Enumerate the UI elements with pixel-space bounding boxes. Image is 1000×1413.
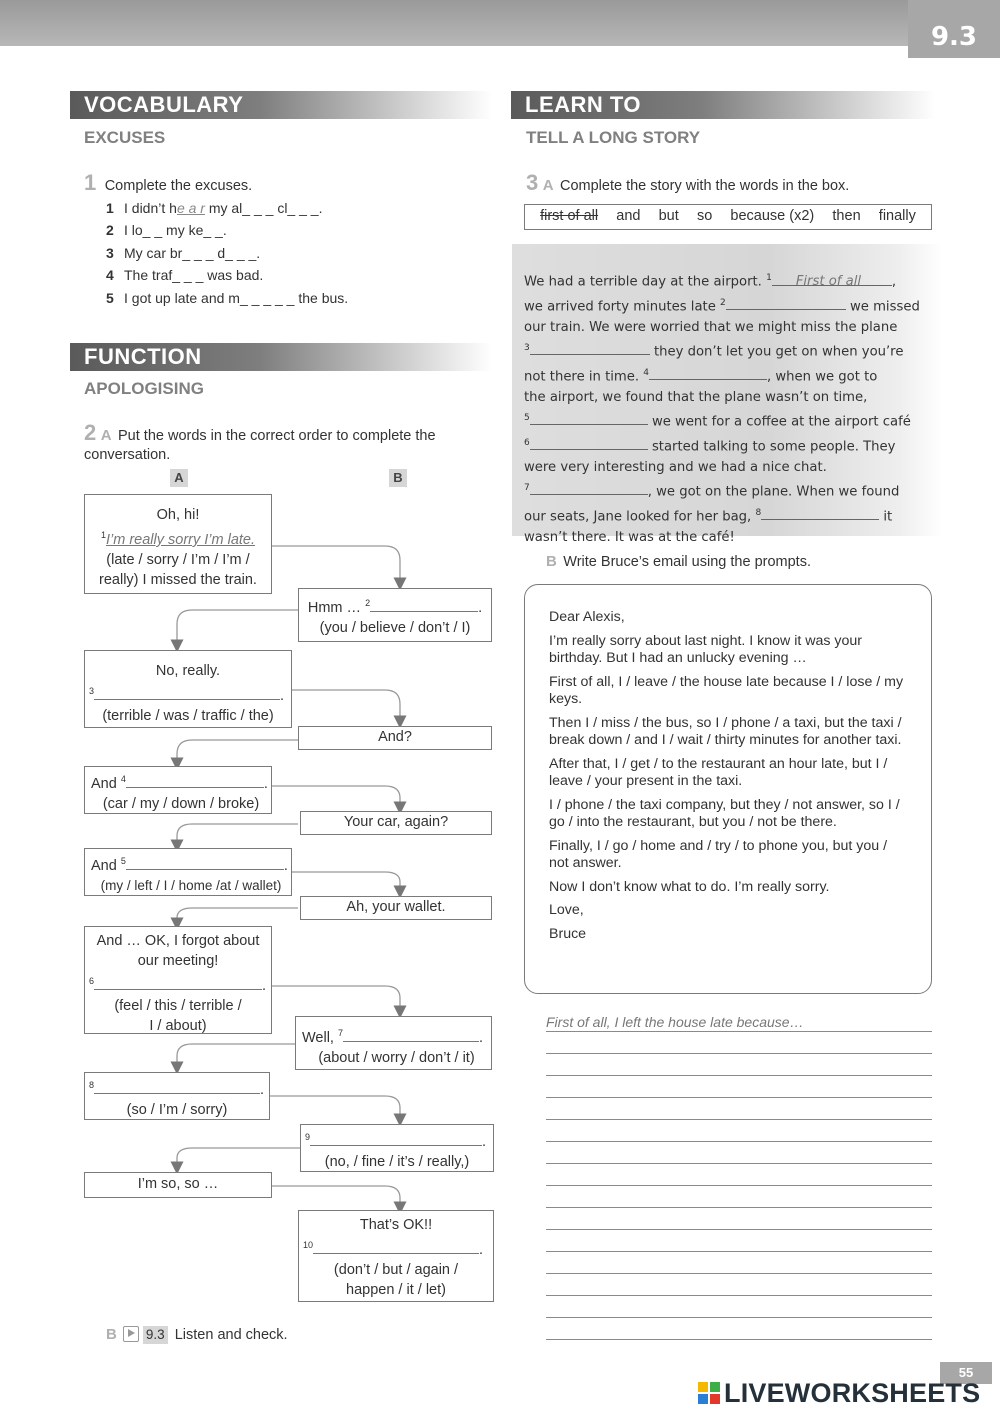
arrow-b6-a7 — [177, 1148, 300, 1168]
answer-line-10[interactable]: $^{10}$ . — [303, 1240, 484, 1258]
liveworksheets-logo-icon — [698, 1382, 720, 1404]
word-hint: I / about) — [149, 1017, 207, 1034]
word-box-item: so — [696, 208, 713, 224]
writing-line[interactable] — [546, 1053, 932, 1054]
item-number: 3 — [106, 245, 114, 261]
story-gap-6[interactable] — [530, 436, 648, 450]
arrow-b5-a6 — [177, 1044, 295, 1068]
story-gap-5[interactable] — [530, 411, 648, 425]
item-text: I didn’t h — [124, 200, 177, 216]
arrow-b1-a2 — [177, 610, 298, 646]
answer-blank[interactable] — [343, 1028, 479, 1042]
email-greeting: Dear Alexis, — [549, 609, 625, 625]
gap-answer: I’m really sorry I’m late. — [105, 531, 256, 548]
word-hint: (no, / fine / it’s / really,) — [324, 1153, 470, 1170]
email-line: I’m really sorry about last night. I know it was your birthday. But I had an unlucky evening … — [549, 632, 863, 666]
answer-line-6[interactable]: $^6$ . — [89, 976, 267, 994]
arrow-a1-b1 — [272, 546, 400, 584]
word-box — [524, 204, 932, 230]
dialogue-box-b6 — [300, 1124, 494, 1172]
gap-number: 5 — [524, 413, 530, 423]
gap-number: 6 — [524, 437, 530, 448]
item-text: I lo_ _ my ke_ _. — [124, 222, 227, 238]
story-line: the airport, we found that the plane wasn’t on time, — [524, 389, 868, 405]
page-number: 55 — [940, 1362, 992, 1384]
vocabulary-subheading: EXCUSES — [84, 128, 166, 147]
dialogue-box-a4 — [84, 848, 292, 896]
box-line: That’s OK!! — [359, 1217, 433, 1233]
dialogue-box-b3: Your car, again? — [300, 811, 492, 835]
dialogue-box-b2: And? — [298, 726, 492, 750]
answer-blank[interactable] — [370, 598, 478, 612]
email-prompt-box — [524, 584, 932, 994]
play-audio-icon[interactable] — [123, 1326, 139, 1342]
word-hint: (car / my / down / broke) — [102, 795, 260, 812]
dialogue-box-a2 — [84, 650, 292, 728]
writing-line[interactable] — [546, 1031, 932, 1032]
email-signoff: Love, — [549, 902, 584, 918]
writing-line[interactable] — [546, 1317, 932, 1318]
box-line: Hmm … — [307, 599, 362, 616]
dialogue-box-a6 — [84, 1072, 270, 1120]
box-line: And … OK, I forgot about — [96, 933, 260, 949]
word-hint: (you / believe / don’t / I) — [319, 619, 471, 636]
word-hint: (so / I’m / sorry) — [126, 1101, 228, 1118]
story-line: , when we got to — [767, 369, 878, 385]
gap-number: 1 — [766, 273, 772, 283]
gap-number: 2 — [365, 598, 371, 608]
word-hint: happen / it / let) — [346, 1281, 446, 1298]
word-box-item: then — [832, 208, 861, 224]
story-line: we missed — [849, 299, 920, 315]
writing-line[interactable] — [546, 1185, 932, 1186]
arrow-b2-a3 — [177, 740, 298, 764]
answer-blank[interactable] — [94, 1080, 260, 1094]
email-line: Now I don’t know what to do. I’m really sorry. — [549, 878, 830, 895]
writing-line[interactable] — [546, 1229, 932, 1230]
exercise-3b-header — [546, 553, 811, 571]
exercise-instruction: Write Bruce’s email using the prompts. — [563, 554, 811, 570]
liveworksheets-brand[interactable]: LIVEWORKSHEETS — [724, 1378, 981, 1408]
word-box-item: but — [658, 208, 679, 224]
word-hint: (my / left / I / home /at / wallet) — [100, 877, 282, 893]
exercise-letter: A — [100, 427, 112, 444]
story-line: not there in time. — [524, 369, 640, 385]
story-gap-3[interactable] — [530, 341, 650, 355]
arrow-b3-a4 — [177, 824, 298, 846]
story-gap-7[interactable] — [530, 481, 648, 495]
answer-blank[interactable] — [126, 856, 284, 870]
writing-line[interactable] — [546, 1339, 932, 1340]
item-text: I got up late and m_ _ _ _ _ the bus. — [124, 290, 349, 306]
gap-number: 10 — [303, 1240, 314, 1250]
gap-number: 8 — [89, 1080, 95, 1090]
dialogue-box-a3 — [84, 766, 272, 814]
gap-number: 4 — [643, 367, 650, 378]
item-text: My car br_ _ _ d_ _ _. — [124, 245, 261, 261]
exercise-number: 3 — [526, 170, 539, 195]
item-text: The traf_ _ _ was bad. — [124, 267, 264, 283]
answer-blank[interactable] — [126, 774, 264, 788]
answer-line-5[interactable]: And $^5$ . — [91, 856, 288, 874]
writing-line[interactable] — [546, 1119, 932, 1120]
answer-line-4[interactable]: And $^4$ . — [91, 774, 268, 792]
exercise-instruction: Put the words in the correct order to complete the conversation. — [84, 428, 436, 463]
exercise-letter: B — [546, 553, 557, 570]
writing-line[interactable] — [546, 1251, 932, 1252]
story-gap-8[interactable] — [761, 506, 879, 520]
gap-number: 9 — [305, 1132, 311, 1142]
writing-line[interactable] — [546, 1141, 932, 1142]
gap-number: 5 — [120, 856, 126, 866]
answer-line-8[interactable]: $^8$ . — [89, 1080, 265, 1098]
story-line: started talking to some people. They — [651, 439, 896, 455]
dialogue-box-a1 — [84, 494, 272, 594]
gap-number: 4 — [120, 774, 126, 784]
learn-to-heading: LEARN TO — [511, 91, 935, 119]
exercise-letter: B — [106, 1326, 117, 1343]
writing-line[interactable] — [546, 1207, 932, 1208]
email-line: Finally, I / go / home and / try / to phone you, but you / not answer. — [549, 837, 888, 871]
gap-number: 6 — [89, 976, 95, 986]
box-line: No, really. — [155, 663, 221, 679]
story-gap-4[interactable] — [649, 366, 767, 380]
exercise-2b — [106, 1326, 288, 1344]
answer-line-3[interactable]: $^3$ . — [89, 686, 285, 704]
email-line: First of all, I / leave / the house late because I / lose / my keys. — [549, 673, 904, 707]
column-b-label: B — [389, 469, 407, 487]
gap-number: 3 — [524, 343, 530, 353]
exercise-number: 1 — [84, 170, 97, 195]
arrow-a3-b3 — [272, 786, 400, 808]
dialogue-box-b7 — [298, 1210, 494, 1302]
story-line: were very interesting and we had a nice chat. — [524, 459, 827, 475]
function-heading: FUNCTION — [70, 343, 492, 371]
story-line: they don’t let you get on when you’re — [653, 344, 904, 360]
gap-number: 8 — [755, 507, 762, 518]
writing-line[interactable] — [546, 1075, 932, 1076]
exercise-letter: A — [542, 177, 554, 194]
story-line: it — [883, 509, 893, 525]
arrow-a6-b6 — [270, 1096, 400, 1120]
writing-line[interactable] — [546, 1163, 932, 1164]
dialogue-box-b1 — [298, 588, 492, 642]
writing-line[interactable] — [546, 1295, 932, 1296]
email-signature: Bruce — [549, 925, 587, 942]
story-line: wasn’t there. It was at the café! — [524, 529, 735, 545]
dialogue-box-b5 — [295, 1016, 492, 1070]
story-line: we went for a coffee at the airport café — [651, 414, 911, 430]
answer-blank[interactable] — [313, 1240, 479, 1254]
word-box-item: finally — [878, 208, 916, 224]
box-line: And — [91, 775, 117, 792]
answer-line-7[interactable]: Well, $^7$ . — [302, 1028, 484, 1046]
arrow-b4-a5 — [177, 908, 298, 924]
email-line: After that, I / get / to the restaurant an hour late, but I / leave / your present in the taxi. — [549, 755, 888, 789]
gap-number: 7 — [338, 1028, 344, 1038]
word-box-item: and — [616, 208, 641, 224]
story-line: our seats, Jane looked for her bag, — [524, 509, 752, 525]
word-hint: (about / worry / don’t / it) — [318, 1049, 475, 1066]
column-a-label: A — [170, 469, 188, 487]
box-line: Well, — [302, 1029, 334, 1046]
dialogue-box-a7: I’m so, so … — [84, 1172, 272, 1198]
writing-example: First of all, I left the house late because… — [546, 1014, 804, 1030]
word-hint: (terrible / was / traffic / the) — [102, 707, 274, 724]
writing-line[interactable] — [546, 1097, 932, 1098]
answer-blank[interactable] — [94, 686, 280, 700]
word-box-item: because (x2) — [730, 208, 815, 224]
story-line: , we got on the plane. When we found — [647, 484, 900, 500]
item-text: my al_ _ _ cl_ _ _. — [204, 200, 323, 216]
word-hint: (don’t / but / again / — [333, 1261, 459, 1278]
vocabulary-heading: VOCABULARY — [70, 91, 492, 119]
answer-blank[interactable] — [310, 1132, 482, 1146]
story-line: we arrived forty minutes late — [524, 299, 716, 315]
arrow-a2-b2 — [292, 690, 400, 722]
gap-number: 2 — [720, 297, 726, 308]
answer-line-9[interactable]: $^9$ . — [305, 1132, 487, 1150]
story-line: We had a terrible day at the airport. — [524, 274, 762, 290]
unit-number-tab: 9.3 — [908, 0, 1000, 58]
function-subheading: APOLOGISING — [84, 379, 204, 398]
story-gap-2[interactable] — [726, 296, 846, 310]
box-line: Oh, hi! — [156, 507, 200, 523]
word-hint: really) I missed the train. — [99, 571, 257, 588]
item-answer[interactable]: e a r — [176, 200, 205, 216]
exercise-instruction: Complete the excuses. — [104, 178, 253, 194]
story-line: our train. We were worried that we might miss the plane — [524, 319, 898, 335]
answer-line-1[interactable] — [85, 525, 271, 550]
item-number: 4 — [106, 267, 114, 283]
track-number: 9.3 — [143, 1326, 168, 1344]
exercise-number: 2 — [84, 420, 97, 445]
story-text: We had a terrible day at the airport. $^1$ First of all , we arrived forty minutes late $^2$ we missed our train. We were worried that we might miss the plane $^3$ they don’t let you get on when you’re not there in time. $^4$ , when we got to the airport, we found that the plane wasn’t on time, $^5$ we went for a coffee at the airport café $^6$ started talking to some people. They were very interesting and we had a nice chat. $^7$ , we got on the plane. When we found our seats, Jane looked for her bag, $^8$ it wasn’t there. It was at the café! — [524, 268, 928, 548]
word-box-item-used: first of all — [540, 208, 599, 224]
answer-line-2[interactable]: Hmm … $^2$ . — [307, 598, 483, 616]
exercise-instruction: Complete the story with the words in the box. — [560, 178, 850, 194]
box-line: our meeting! — [137, 953, 219, 969]
gap-number: 7 — [524, 483, 530, 493]
email-line: Then I / miss / the bus, so I / phone / a taxi, but the taxi / break down / and I / wait / thirty minutes for another taxi. — [549, 714, 902, 748]
word-hint: (late / sorry / I’m / I’m / — [106, 551, 250, 568]
story-answer-1[interactable]: First of all — [772, 272, 892, 286]
learn-to-subheading: TELL A LONG STORY — [526, 128, 701, 147]
word-hint: (feel / this / terrible / — [114, 997, 242, 1014]
arrow-a5-b5 — [272, 986, 400, 1012]
box-line: And — [91, 857, 117, 874]
item-number: 1 — [106, 200, 114, 216]
item-number: 2 — [106, 222, 114, 238]
gap-number: 3 — [89, 686, 95, 696]
exercise-instruction: Listen and check. — [174, 1327, 288, 1343]
dialogue-box-a5 — [84, 926, 272, 1034]
email-line: I / phone / the taxi company, but they / not answer, so I / go / into the restaurant, but you / not be there. — [549, 796, 900, 830]
exercise-3a-header — [526, 170, 849, 196]
writing-line[interactable] — [546, 1273, 932, 1274]
arrow-a4-b4 — [292, 872, 400, 892]
dialogue-box-b4: Ah, your wallet. — [300, 896, 492, 920]
answer-blank[interactable] — [94, 976, 262, 990]
gap-number: 1 — [100, 530, 106, 540]
item-number: 5 — [106, 290, 114, 306]
arrow-a7-b7 — [272, 1186, 400, 1208]
